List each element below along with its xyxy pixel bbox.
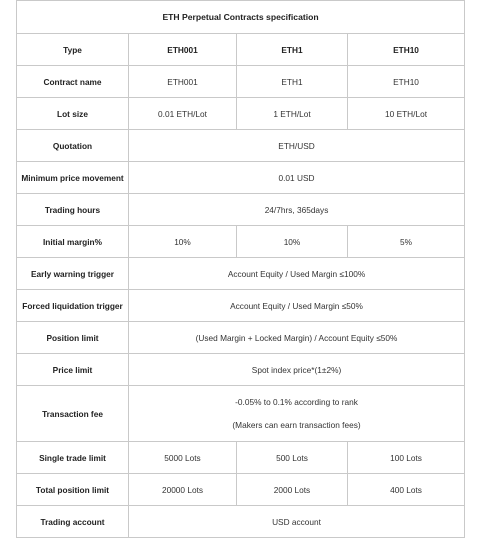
position-limit-value: (Used Margin + Locked Margin) / Account Equity ≤50% [129,322,465,354]
trading-account-row [17,506,465,538]
transaction-fee-value [129,386,465,442]
initial-margin-label: Initial margin% [17,226,129,258]
forced-liquidation-value: Account Equity / Used Margin ≤50% [129,290,465,322]
transaction-fee-row [17,386,465,442]
early-warning-row [17,258,465,290]
contract-name-eth1: ETH1 [237,66,348,98]
lot-size-row [17,98,465,130]
price-limit-row [17,354,465,386]
single-trade-limit-row [17,442,465,474]
single-trade-limit-eth001: 5000 Lots [129,442,237,474]
type-eth1: ETH1 [237,34,348,66]
single-trade-limit-eth10: 100 Lots [348,442,465,474]
total-position-limit-row [17,474,465,506]
price-limit-value: Spot index price*(1±2%) [129,354,465,386]
contract-name-eth001: ETH001 [129,66,237,98]
transaction-fee-rank-text: -0.05% to 0.1% according to rank [235,397,358,407]
contract-name-eth10: ETH10 [348,66,465,98]
transaction-fee-label: Transaction fee [17,386,129,442]
contract-name-row [17,66,465,98]
initial-margin-row [17,226,465,258]
min-price-movement-label: Minimum price movement [17,162,129,194]
forced-liquidation-row [17,290,465,322]
total-position-limit-eth001: 20000 Lots [129,474,237,506]
trading-account-value: USD account [129,506,465,538]
single-trade-limit-label: Single trade limit [17,442,129,474]
contract-name-label: Contract name [17,66,129,98]
initial-margin-eth10: 5% [348,226,465,258]
trading-hours-label: Trading hours [17,194,129,226]
table-title: ETH Perpetual Contracts specification [17,1,465,34]
quotation-label: Quotation [17,130,129,162]
price-limit-label: Price limit [17,354,129,386]
eth-perpetual-spec-table [16,0,465,538]
transaction-fee-maker-note: (Makers can earn transaction fees) [232,420,361,430]
total-position-limit-eth10: 400 Lots [348,474,465,506]
lot-size-eth10: 10 ETH/Lot [348,98,465,130]
lot-size-eth1: 1 ETH/Lot [237,98,348,130]
min-price-movement-value: 0.01 USD [129,162,465,194]
total-position-limit-label: Total position limit [17,474,129,506]
title-row [17,1,465,34]
early-warning-label: Early warning trigger [17,258,129,290]
initial-margin-eth1: 10% [237,226,348,258]
type-eth10: ETH10 [348,34,465,66]
total-position-limit-eth1: 2000 Lots [237,474,348,506]
forced-liquidation-label: Forced liquidation trigger [17,290,129,322]
lot-size-eth001: 0.01 ETH/Lot [129,98,237,130]
type-header-row [17,34,465,66]
type-eth001: ETH001 [129,34,237,66]
trading-hours-value: 24/7hrs, 365days [129,194,465,226]
position-limit-label: Position limit [17,322,129,354]
early-warning-value: Account Equity / Used Margin ≤100% [129,258,465,290]
trading-account-label: Trading account [17,506,129,538]
trading-hours-row [17,194,465,226]
position-limit-row [17,322,465,354]
single-trade-limit-eth1: 500 Lots [237,442,348,474]
quotation-row [17,130,465,162]
type-label: Type [17,34,129,66]
min-price-movement-row [17,162,465,194]
quotation-value: ETH/USD [129,130,465,162]
lot-size-label: Lot size [17,98,129,130]
initial-margin-eth001: 10% [129,226,237,258]
